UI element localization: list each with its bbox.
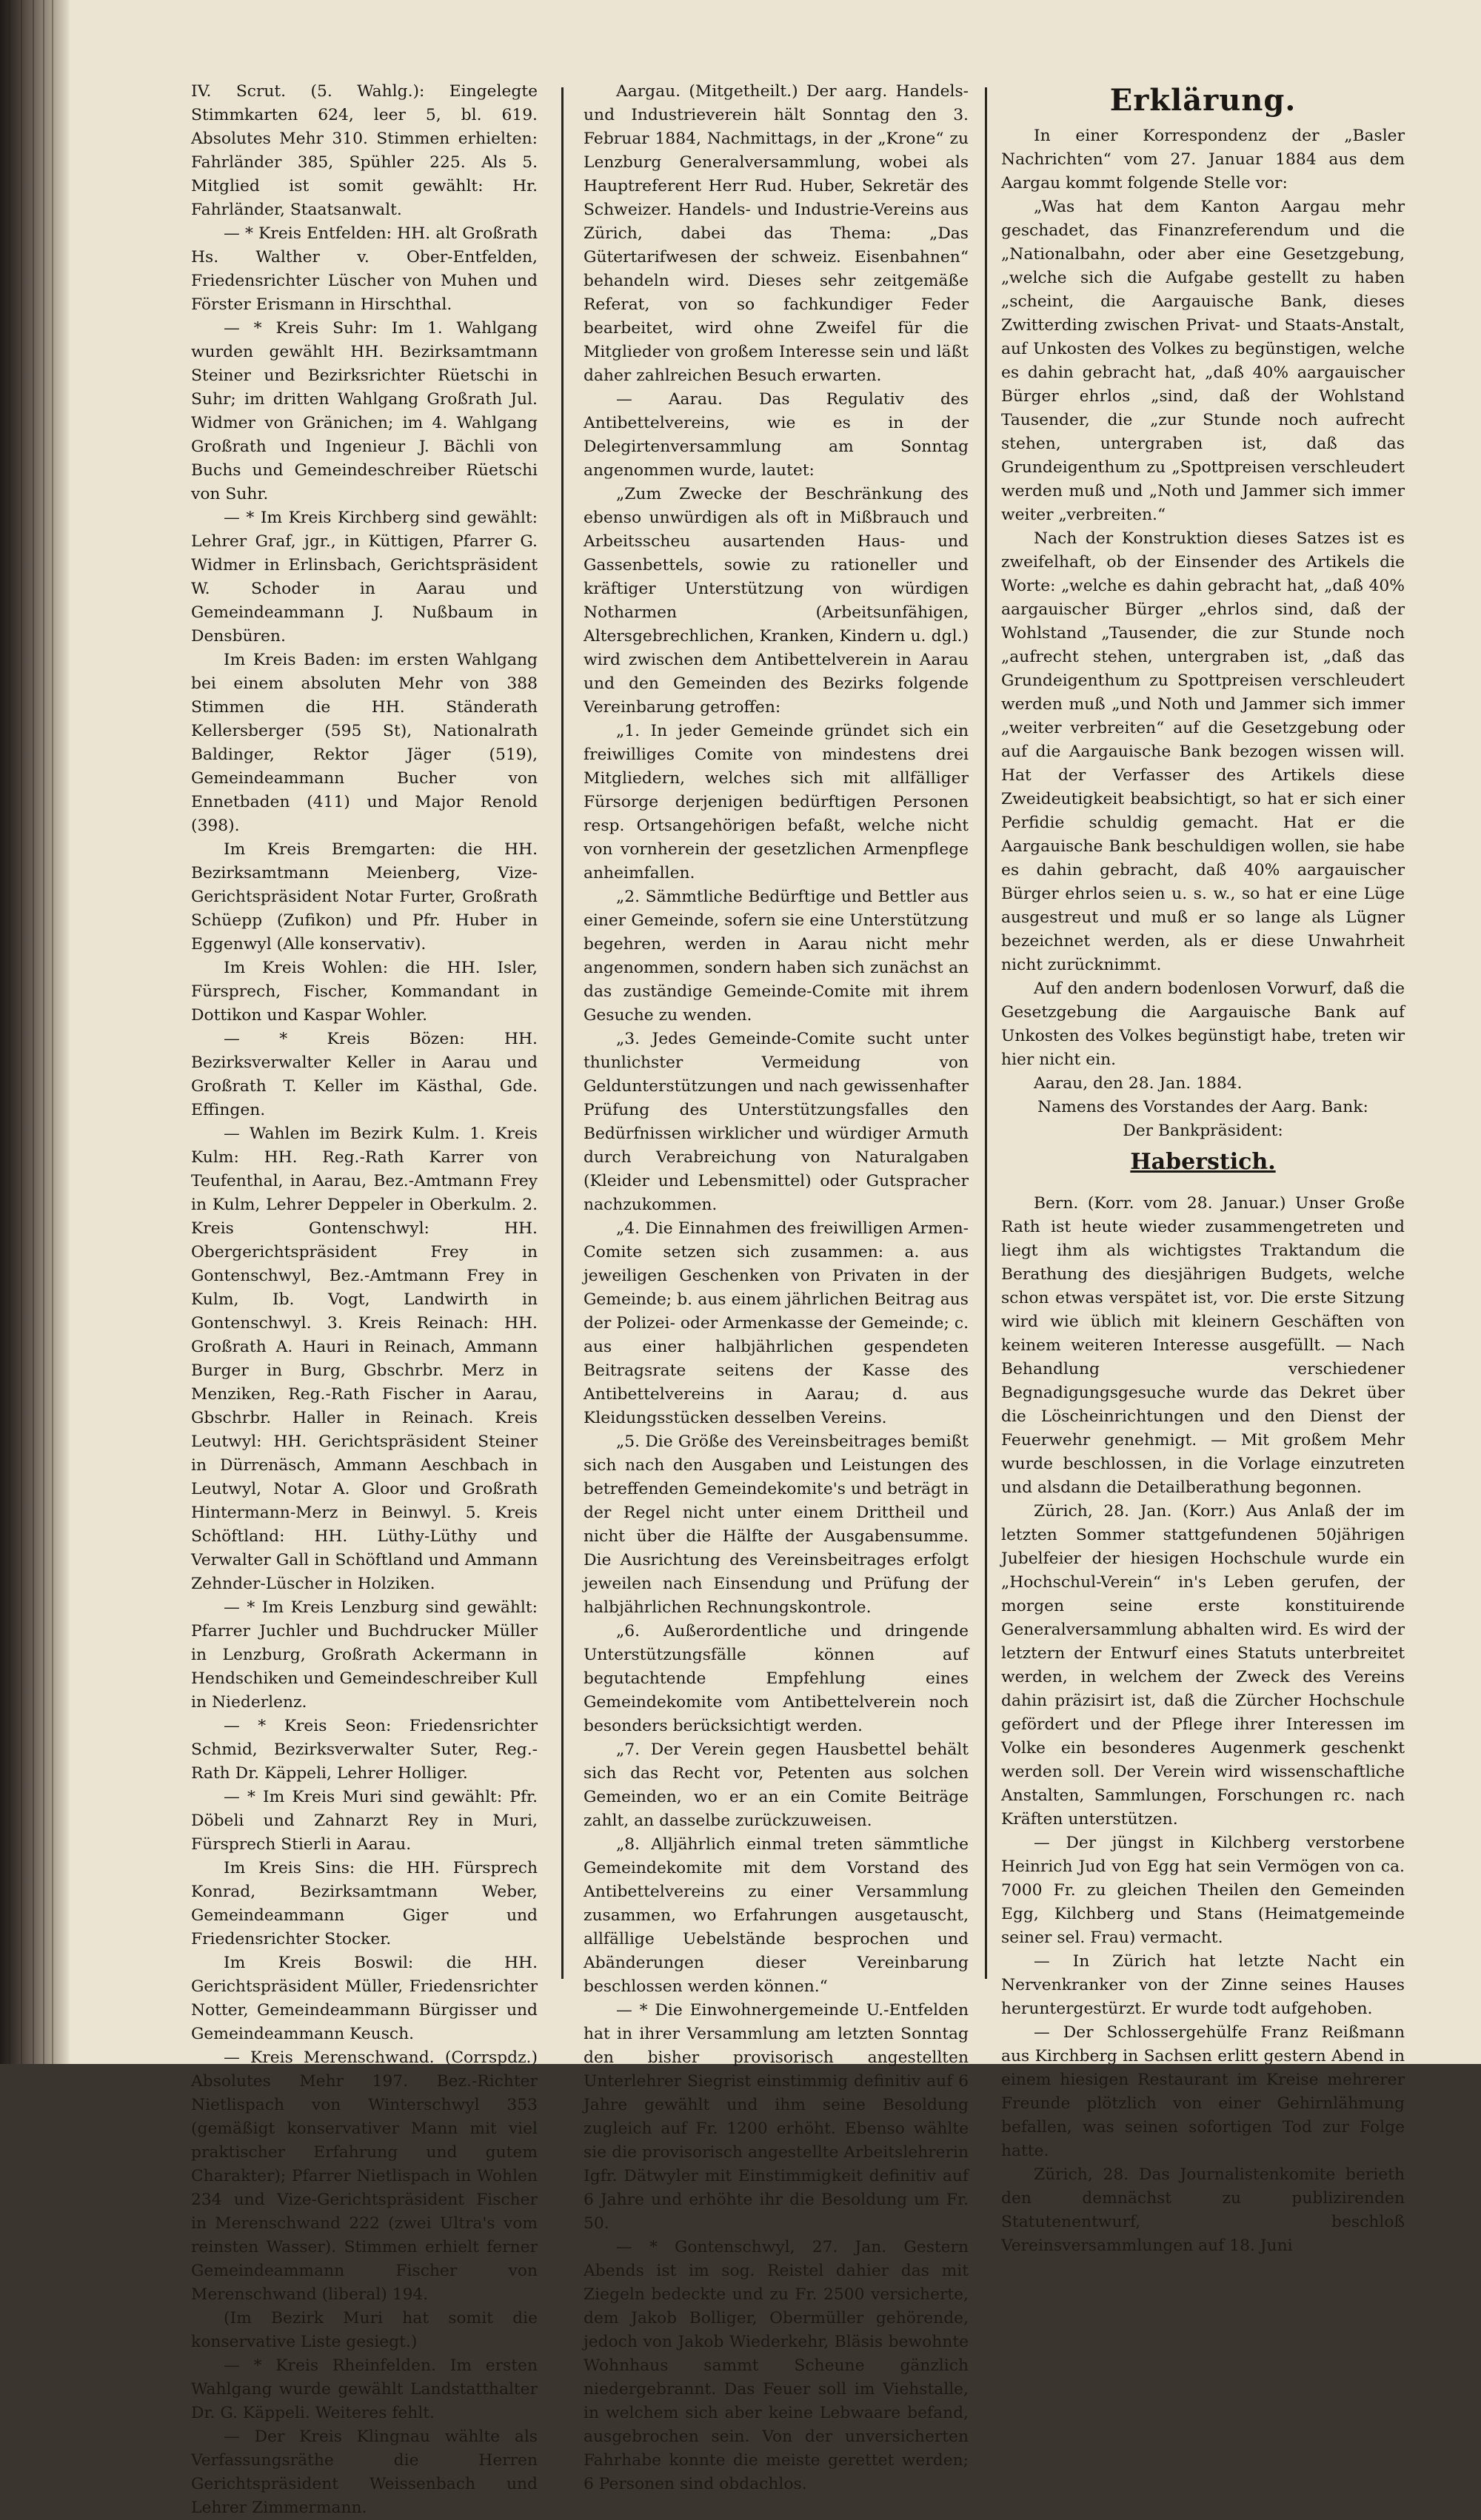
binding-line xyxy=(21,0,22,2064)
article-paragraph: Zürich, 28. Das Journalistenkomite berieth den demnächst zu publizirenden Statutenentwurf, beschloß Vereinsversammlungen auf 18. Juni xyxy=(1001,2165,1405,2255)
article-paragraph: — * Kreis Rheinfelden. Im ersten Wahlgang wurde gewählt Landstatthalter Dr. G. Käppeli. Weiteres fehlt. xyxy=(191,2356,538,2422)
article-paragraph: — Aarau. Das Regulativ des Antibettelvereins, wie es in der Delegirtenversammlung am Sonntag angenommen wurde, lautet: xyxy=(584,390,969,480)
article-paragraph: — Wahlen im Bezirk Kulm. 1. Kreis Kulm: HH. Reg.-Rath Karrer von Teufenthal, in Aarau, Bez.-Amtmann Frey in Kulm, Lehrer Deppeler in Oberkulm. 2. Kreis Gontenschwyl: HH. Obergerichtspräsident Frey in Gontenschwyl, Bez.-Amtmann Frey in Kulm, Ib. Vogt, Landwirth in Gontenschwyl. 3. Kreis Reinach: HH. Großrath A. Hauri in Reinach, Ammann Burger in Burg, Gbschrbr. Merz in Menziken, Reg.-Rath Fischer in Aarau, Gbschrbr. Haller in Reinach. Kreis Leutwyl: HH. Gerichtspräsident Steiner in Dürrenäsch, Ammann Aeschbach in Leutwyl, Notar A. Gloor und Großrath Hintermann-Merz in Beinwyl. 5. Kreis Schöftland: HH. Lüthy-Lüthy und Verwalter Gall in Schöftland und Ammann Zehnder-Lüscher in Holziken. xyxy=(191,1125,538,1593)
article-paragraph: — Der Kreis Klingnau wählte als Verfassungsräthe die Herren Gerichtspräsident Weissenbach und Lehrer Zimmermann. xyxy=(191,2427,538,2517)
article-paragraph: — * Gontenschwyl, 27. Jan. Gestern Abends ist im sog. Reistel dahier das mit Ziegeln bedeckte und zu Fr. 2500 versicherte, dem Jakob Bolliger, Obermüller gehörende, jedoch von Jakob Wiederkehr, Bläsis bewohnte Wohnhaus sammt Scheune gänzlich niedergebrannt. Das Feuer soll im Viehstalle, in welchem sich aber keine Lebwaare befand, ausgebrochen sein. Von der unversicherten Fahrhabe konnte die meiste gerettet werden; 6 Personen sind obdachlos. xyxy=(584,2238,969,2493)
article-paragraph: In einer Korrespondenz der „Basler Nachrichten“ vom 27. Januar 1884 aus dem Aargau kommt folgende Stelle vor: xyxy=(1001,127,1405,192)
erklaerung-heading: Erklärung. xyxy=(1109,83,1297,118)
article-paragraph: — Kreis Merenschwand. (Corrspdz.) Absolutes Mehr 197. Bez.-Richter Nietlispach von Winterschwyl 353 (gemäßigt konservativer Mann mit viel praktischer Erfahrung und gutem Charakter); Pfarrer Nietlispach in Wohlen 234 und Vize-Gerichtspräsident Fischer in Merenschwand 222 (zwei Ultra's vom reinsten Wasser). Stimmen erhielt ferner Gemeindeammann Fischer von Merenschwand (liberal) 194. xyxy=(191,2048,538,2304)
article-paragraph: — * Kreis Suhr: Im 1. Wahlgang wurden gewählt HH. Bezirksamtmann Steiner und Bezirksrichter Rüetschi in Suhr; im dritten Wahlgang Großrath Jul. Widmer von Gränichen; im 4. Wahlgang Großrath und Ingenieur J. Bächli von Buchs und Gemeindeschreiber Rüetschi von Suhr. xyxy=(191,319,538,503)
article-paragraph: „6. Außerordentliche und dringende Unterstützungsfälle können auf begutachtende Empfehlung eines Gemeindekomite vom Antibettelverein noch besonders berücksichtigt werden. xyxy=(584,1622,969,1735)
signature-intro: Der Bankpräsident: xyxy=(1123,1122,1283,1140)
article-paragraph: Bern. (Korr. vom 28. Januar.) Unser Große Rath ist heute wieder zusammengetreten und liegt ihm als wichtigstes Traktandum die Berathung des diesjährigen Budgets, welche schon etwas verspätet ist, vor. Die erste Sitzung wird wie üblich mit kleinern Geschäften von keinem weiteren Interesse ausgefüllt. — Nach Behandlung verschiedener Begnadigungsgesuche wurde das Dekret über die Löscheinrichtungen und den Dienst der Feuerwehr genehmigt. — Mit großem Mehr wurde beschlossen, in die Vorlage einzutreten und alsdann die Detailberathung begonnen. xyxy=(1001,1194,1405,1497)
article-paragraph: — * Kreis Bözen: HH. Bezirksverwalter Keller in Aarau und Großrath T. Keller im Kästhal, Gde. Effingen. xyxy=(191,1030,538,1119)
article-paragraph: „2. Sämmtliche Bedürftige und Bettler aus einer Gemeinde, sofern sie eine Unterstützung begehren, werden in Aarau nicht mehr angenommen, sondern haben sich zunächst an das zuständige Gemeinde-Comite mit ihrem Gesuche zu wenden. xyxy=(584,888,969,1025)
article-paragraph: „Zum Zwecke der Beschränkung des ebenso unwürdigen als oft in Mißbrauch und Arbeitsscheu ausartenden Haus- und Gassenbettels, sowie zu rationeller und kräftiger Unterstützung von würdigen Notharmen (Arbeitsunfähigen, Altersgebrechlichen, Kranken, Kindern u. dgl.) wird zwischen dem Antibettelverein in Aarau und den Gemeinden des Bezirks folgende Vereinbarung getroffen: xyxy=(584,485,969,717)
binding-line xyxy=(43,0,44,2064)
binding-line xyxy=(9,0,10,2064)
dateline: Aarau, den 28. Jan. 1884. xyxy=(1034,1074,1243,1093)
article-paragraph: — * Die Einwohnergemeinde U.-Entfelden hat in ihrer Versammlung am letzten Sonntag den bisher provisorisch angestellten Unterlehrer Siegrist einstimmig definitiv auf 6 Jahre gewählt und ihm seine Besoldung zugleich auf Fr. 1200 erhöht. Ebenso wählte sie die provisorisch angestellte Arbeitslehrerin Igfr. Dätwyler mit Einstimmigkeit definitiv auf 6 Jahre und erhöhte ihr die Besoldung um Fr. 50. xyxy=(584,2001,969,2233)
article-paragraph: Nach der Konstruktion dieses Satzes ist es zweifelhaft, ob der Einsender des Artikels die Worte: „welche es dahin gebracht hat, „daß 40% aargauischer Bürger „ehrlos sind, daß der Wohlstand „Tausender, die zur Stunde noch „aufrecht stehen, untergraben ist, „daß das Grundeigenthum zu Spottpreisen verschleudert werden muß „und Noth und Jammer sich immer „weiter verbreiten“ auf die Gesetzgebung oder auf die Aargauische Bank bezogen wissen will. Hat der Verfasser des Artikels diese Zweideutigkeit beabsichtigt, so hat er sich einer Perfidie schuldig gemacht. Hat er die Aargauische Bank beschuldigen wollen, sie habe es dahin gebracht, daß 40% aargauischer Bürger ehrlos seien u. s. w., so hat er eine Lüge ausgestreut und muß er so lange als Lügner bezeichnet werden, als er diese Unwahrheit nicht zurücknimmt. xyxy=(1001,529,1405,974)
article-paragraph: Auf den andern bodenlosen Vorwurf, daß die Gesetzgebung die Aargauische Bank auf Unkosten des Volkes begünstigt habe, treten wir hier nicht ein. xyxy=(1001,979,1405,1069)
binding-line xyxy=(52,0,53,2064)
article-paragraph: — Der jüngst in Kilchberg verstorbene Heinrich Jud von Egg hat sein Vermögen von ca. 7000 Fr. zu gleichen Theilen den Gemeinden Egg, Kilchberg und Stans (Heimatgemeinde seiner sel. Frau) vermacht. xyxy=(1001,1834,1405,1947)
signature-intro: Namens des Vorstandes der Aarg. Bank: xyxy=(1037,1098,1368,1116)
article-paragraph: „1. In jeder Gemeinde gründet sich ein freiwilliges Comite von mindestens drei Mitgliedern, welches sich mit allfälliger Fürsorge derjenigen bedürftigen Personen resp. Ortsangehörigen befaßt, welche nicht von vornherein der gesetzlichen Armenpflege anheimfallen. xyxy=(584,722,969,882)
article-paragraph: Im Kreis Wohlen: die HH. Isler, Fürsprech, Fischer, Kommandant in Dottikon und Kaspar Wohler. xyxy=(191,959,538,1025)
article-paragraph: „3. Jedes Gemeinde-Comite sucht unter thunlichster Vermeidung von Geldunterstützungen und nach gewissenhafter Prüfung des Unterstützungsfalles den Bedürfnissen wirklicher und würdiger Armuth durch Verabreichung von Naturalgaben (Kleider und Lebensmittel) oder Gutspracher nachzukommen. xyxy=(584,1030,969,1214)
column-rule xyxy=(561,87,564,1979)
article-paragraph: — * Im Kreis Kirchberg sind gewählt: Lehrer Graf, jgr., in Küttigen, Pfarrer G. Widmer in Erlinsbach, Gerichtspräsident W. Schoder in Aarau und Gemeindeammann J. Nußbaum in Densbüren. xyxy=(191,509,538,646)
article-paragraph: — * Im Kreis Muri sind gewählt: Pfr. Döbeli und Zahnarzt Rey in Muri, Fürsprech Stierli in Aarau. xyxy=(191,1788,538,1854)
article-paragraph: — * Im Kreis Lenzburg sind gewählt: Pfarrer Juchler und Buchdrucker Müller in Lenzburg, Großrath Ackermann in Hendschiken und Gemeindeschreiber Kull in Niederlenz. xyxy=(191,1598,538,1712)
article-paragraph: — In Zürich hat letzte Nacht ein Nervenkranker von der Zinne seines Hauses heruntergestürzt. Er wurde todt aufgehoben. xyxy=(1001,1952,1405,2018)
article-paragraph: Im Kreis Sins: die HH. Fürsprech Konrad, Bezirksamtmann Weber, Gemeindeammann Giger und Friedensrichter Stocker. xyxy=(191,1859,538,1948)
article-paragraph: Im Kreis Bremgarten: die HH. Bezirksamtmann Meienberg, Vize-Gerichtspräsident Notar Furter, Großrath Schüepp (Zufikon) und Pfr. Huber in Eggenwyl (Alle konservativ). xyxy=(191,840,538,954)
article-paragraph: IV. Scrut. (5. Wahlg.): Eingelegte Stimmkarten 624, leer 5, bl. 619. Absolutes Mehr 310. Stimmen erhielten: Fahrländer 385, Spühler 225. Als 5. Mitglied ist somit gewählt: Hr. Fahrländer, Staatsanwalt. xyxy=(191,82,538,219)
article-paragraph: Zürich, 28. Jan. (Korr.) Aus Anlaß der im letzten Sommer stattgefundenen 50jährigen Jubelfeier der hiesigen Hochschule wurde ein „Hochschul-Verein“ in's Leben gerufen, der morgen seine erste konstituirende Generalversammlung abhalten wird. Es wird der letztern der Entwurf eines Statuts unterbreitet werden, in welchem der Zweck des Vereins dahin präzisirt ist, daß die Zürcher Hochschule gefördert und der Pflege ihrer Interessen im Volke ein besonderes Augenmerk geschenkt werden soll. Der Verein wird wissenschaftliche Anstalten, Sammlungen, Forschungen rc. nach Kräften unterstützen. xyxy=(1001,1502,1405,1829)
article-paragraph: Aargau. (Mitgetheilt.) Der aarg. Handels- und Industrieverein hält Sonntag den 3. Februar 1884, Nachmittags, in der „Krone“ zu Lenzburg Generalversammlung, wobei als Hauptreferent Herr Rud. Huber, Sekretär des Schweizer. Handels- und Industrie-Vereins aus Zürich, dabei das Thema: „Das Gütertarifwesen der schweiz. Eisenbahnen“ behandeln wird. Dieses sehr zeitgemäße Referat, von so fachkundiger Feder bearbeitet, wird ohne Zweifel für die Mitglieder von großem Interesse sein und läßt daher zahlreichen Besuch erwarten. xyxy=(584,82,969,385)
quoted-passage: „Was hat dem Kanton Aargau mehr geschadet, das Finanzreferendum und die „Nationalbahn, oder aber eine Gesetzgebung, „welche sich die Aufgabe gestellt zu haben „scheint, die Aargauische Bank, dieses Zwitterding zwischen Privat- und Staats-Anstalt, auf Unkosten des Volkes zu begünstigen, welche es dahin gebracht hat, „daß 40% aargauischer Bürger ehrlos „sind, daß der Wohlstand Tausender, die „zur Stunde noch aufrecht stehen, untergraben ist, daß das Grundeigenthum zu „Spottpreisen verschleudert werden muß und „Noth und Jammer sich immer weiter „verbreiten.“ xyxy=(1001,198,1405,524)
article-paragraph: „4. Die Einnahmen des freiwilligen Armen-Comite setzen sich zusammen: a. aus jeweiligen Geschenken von Privaten in der Gemeinde; b. aus einem jährlichen Beitrag aus der Polizei- oder Armenkasse der Gemeinde; c. aus einer halbjährlichen gespendeten Beitragsrate seitens der Kasse des Antibettelvereins in Aarau; d. aus Kleidungsstücken desselben Vereins. xyxy=(584,1219,969,1427)
book-binding-edge xyxy=(0,0,70,2064)
article-paragraph: — Der Schlossergehülfe Franz Reißmann aus Kirchberg in Sachsen erlitt gestern Abend in einem hiesigen Restaurant im Kreise mehrerer Freunde plötzlich von einer Gehirnlähmung befallen, was seinen sofortigen Tod zur Folge hatte. xyxy=(1001,2023,1405,2160)
article-paragraph: „5. Die Größe des Vereinsbeitrages bemißt sich nach den Ausgaben und Leistungen des betreffenden Gemeindekomite's und beträgt in der Regel nicht unter einem Drittheil und nicht über die Hälfte der Ausgabensumme. Die Ausrichtung des Vereinsbeitrages erfolgt jeweilen nach Einsendung und Prüfung der halbjährlichen Rechnungskontrole. xyxy=(584,1432,969,1617)
article-paragraph: — * Kreis Entfelden: HH. alt Großrath Hs. Walther v. Ober-Entfelden, Friedensrichter Lüscher von Muhen und Förster Erismann in Hirschthal. xyxy=(191,224,538,314)
article-paragraph: „8. Alljährlich einmal treten sämmtliche Gemeindekomite mit dem Vorstand des Antibettelvereins zu einer Versammlung zusammen, wo Erfahrungen ausgetauscht, allfällige Uebelstände besprochen und Abänderungen dieser Vereinbarung beschlossen werden können.“ xyxy=(584,1835,969,1996)
article-paragraph: Im Kreis Baden: im ersten Wahlgang bei einem absoluten Mehr von 388 Stimmen die HH. Ständerath Kellersberger (595 St), Nationalrath Baldinger, Rektor Jäger (519), Gemeindeammann Bucher von Ennetbaden (411) und Major Renold (398). xyxy=(191,651,538,835)
column-1 xyxy=(191,80,538,2517)
article-paragraph: „7. Der Verein gegen Hausbettel behält sich das Recht vor, Petenten aus solchen Gemeinden, wo er an ein Comite Beiträge zahlt, an dasselbe zurückzuweisen. xyxy=(584,1740,969,1830)
article-paragraph: Im Kreis Boswil: die HH. Gerichtspräsident Müller, Friedensrichter Notter, Gemeindeammann Bürgisser und Gemeindeammann Keusch. xyxy=(191,1954,538,2043)
binding-line xyxy=(33,0,34,2064)
article-paragraph: — * Kreis Seon: Friedensrichter Schmid, Bezirksverwalter Suter, Reg.-Rath Dr. Käppeli, Lehrer Holliger. xyxy=(191,1717,538,1783)
column-2 xyxy=(584,80,969,2493)
column-rule xyxy=(985,87,987,1979)
column-3 xyxy=(1001,80,1405,2255)
signature-name: Haberstich. xyxy=(1130,1149,1276,1175)
article-paragraph: (Im Bezirk Muri hat somit die konservative Liste gesiegt.) xyxy=(191,2309,538,2351)
